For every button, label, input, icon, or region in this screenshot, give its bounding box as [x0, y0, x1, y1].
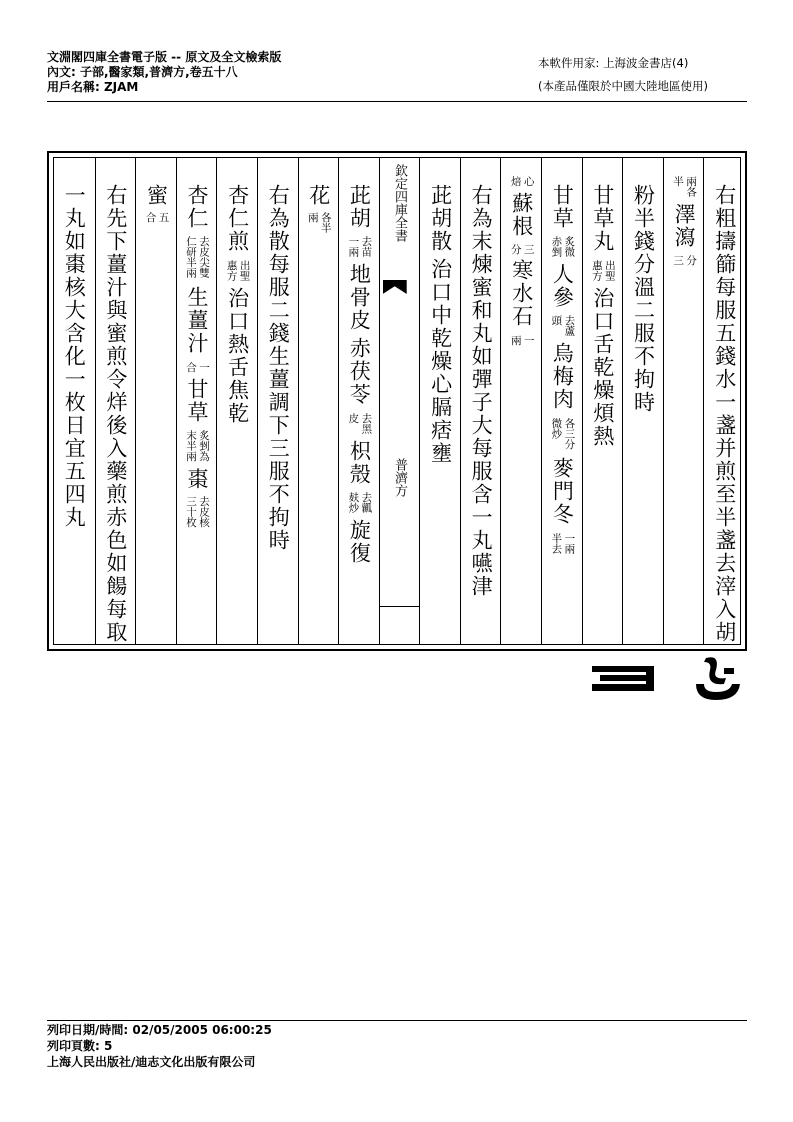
annotation-text: 出聖	[603, 260, 616, 281]
annotation-text: 焙	[509, 176, 522, 187]
text-frame	[47, 151, 747, 651]
text-column	[379, 158, 420, 644]
annotation-text: 末半兩	[185, 429, 198, 461]
annotation-text: 半去	[550, 532, 563, 554]
main-text: 花	[306, 184, 331, 207]
fish-tail-banner	[383, 280, 407, 294]
annotation-text: 一兩	[563, 532, 576, 554]
annotation-text: 頭	[550, 315, 563, 326]
main-text: 蜜	[144, 184, 169, 207]
annotation-text: 赤剉	[550, 236, 563, 257]
text-column	[257, 158, 298, 644]
main-text: 右粗擣篩每服五錢水一盞并煎至半盞去滓入胡	[712, 184, 737, 644]
main-text: 赤茯苓	[347, 337, 372, 406]
print-time: 列印日期/時間: 02/05/2005 06:00:25	[47, 1023, 272, 1037]
annotation-text: 仁研半兩	[185, 236, 198, 278]
annotation-text: 炙微	[563, 236, 576, 257]
annotation-text: 合	[185, 362, 198, 373]
text-column	[216, 158, 257, 644]
text-column	[541, 158, 582, 644]
main-text: 澤瀉	[672, 203, 697, 249]
header-username: 用戶名稱: ZJAM	[47, 80, 139, 94]
main-text: 粉半錢分溫二服不拘時	[631, 184, 656, 414]
annotation-text: 兩	[306, 212, 319, 223]
annotation-text: 一	[522, 335, 535, 346]
header-title: 文淵閣四庫全書電子版 -- 原文及全文檢索版	[47, 50, 282, 64]
main-text: 治口中乾燥心膈痞壅	[428, 258, 453, 465]
text-column	[500, 158, 541, 644]
main-text: 生薑汁	[185, 286, 210, 355]
text-column	[298, 158, 339, 644]
main-text: 一丸如棗核大含化一枚日宜五四丸	[62, 184, 87, 529]
footer	[47, 1022, 272, 1070]
text-column	[95, 158, 136, 644]
main-text: 右先下薑汁與蜜煎令烊後入藥煎赤色如餳每取	[103, 184, 128, 644]
main-text: 甘草	[550, 184, 575, 230]
main-text: 杏仁煎	[225, 184, 250, 253]
text-column	[176, 158, 217, 644]
print-pages: 列印頁數: 5	[47, 1039, 113, 1053]
main-text: 治口舌乾燥煩熱	[590, 287, 615, 448]
text-column	[135, 158, 176, 644]
main-text: 麥門冬	[550, 456, 575, 526]
text-columns	[53, 157, 741, 645]
annotation-text: 出聖	[238, 260, 251, 281]
main-text: 枳殼	[347, 440, 372, 486]
header-left	[47, 50, 281, 95]
header-content-path: 內文: 子部,醫家類,普濟方,卷五十八	[47, 65, 238, 79]
annotation-text: 五	[157, 212, 170, 223]
annotation-text: 炙剉為	[198, 429, 211, 461]
annotation-text: 兩	[509, 335, 522, 346]
annotation-text: 微炒	[550, 418, 563, 439]
annotation-text: 三十枚	[185, 496, 198, 528]
annotation-text: 兩各	[685, 176, 698, 197]
main-text: 右為散每服二錢生薑調下三服不拘時	[266, 184, 291, 552]
main-text: 杏仁	[185, 184, 210, 230]
header-notice: (本產品僅限於中國大陸地區使用)	[538, 79, 708, 93]
annotation-text: 半	[672, 176, 685, 187]
main-text: 地骨皮	[347, 263, 372, 332]
text-column	[703, 158, 744, 644]
annotation-text: 三	[522, 243, 535, 254]
annotation-text: 分	[509, 243, 522, 254]
annotation-text: 惠方	[225, 260, 238, 281]
text-column	[338, 158, 379, 644]
main-text: 茈胡	[347, 184, 372, 230]
annotation-text: 去苗	[360, 236, 373, 257]
header-right	[538, 50, 708, 99]
main-text: 寒水石	[509, 259, 534, 328]
main-text: 旋復	[347, 519, 372, 565]
annotation-text: 去皮尖雙	[198, 236, 211, 278]
annotation-text: 各三分	[563, 418, 576, 450]
annotation-text: 惠方	[590, 260, 603, 281]
main-text: 烏梅肉	[550, 342, 575, 411]
text-column	[54, 158, 95, 644]
volume-title: 普濟方	[391, 458, 407, 497]
publisher: 上海人民出版社/迪志文化出版有限公司	[47, 1055, 256, 1069]
header-user: 本軟件用家: 上海波金書店(4)	[538, 56, 689, 70]
text-column	[460, 158, 501, 644]
text-column	[663, 158, 704, 644]
main-text: 甘草丸	[590, 184, 615, 253]
main-text: 人參	[550, 263, 575, 309]
annotation-text: 去皮核	[198, 496, 211, 528]
annotation-text: 三	[672, 255, 685, 266]
text-column	[582, 158, 623, 644]
annotation-text: 合	[144, 212, 157, 223]
annotation-text: 一兩	[347, 236, 360, 257]
annotation-text: 去蘆	[563, 315, 576, 336]
main-text: 甘草	[185, 377, 210, 424]
main-text: 治口熱舌焦乾	[225, 287, 250, 425]
annotation-text: 分	[685, 255, 698, 266]
main-text: 棗	[185, 468, 210, 491]
header-rule	[47, 101, 747, 102]
main-text: 茈胡散	[428, 184, 453, 253]
book-title: 欽定四庫全書	[391, 164, 407, 242]
annotation-text: 去黑	[360, 413, 373, 434]
annotation-text: 心	[522, 176, 535, 187]
text-column	[622, 158, 663, 644]
annotation-text: 麸炒	[347, 492, 360, 513]
annotation-text: 一	[198, 362, 211, 373]
emblem-seal-icon	[686, 654, 744, 704]
column-rule	[380, 606, 420, 607]
text-column	[419, 158, 460, 644]
annotation-text: 去瓤	[360, 492, 373, 513]
annotation-text: 皮	[347, 413, 360, 424]
main-text: 蘇根	[509, 191, 534, 238]
footer-rule	[47, 1020, 747, 1021]
main-text: 右為末煉蜜和丸如彈子大每服含一丸嚥津	[469, 184, 494, 598]
annotation-text: 各半	[319, 212, 332, 233]
library-seal-icon	[592, 662, 658, 696]
